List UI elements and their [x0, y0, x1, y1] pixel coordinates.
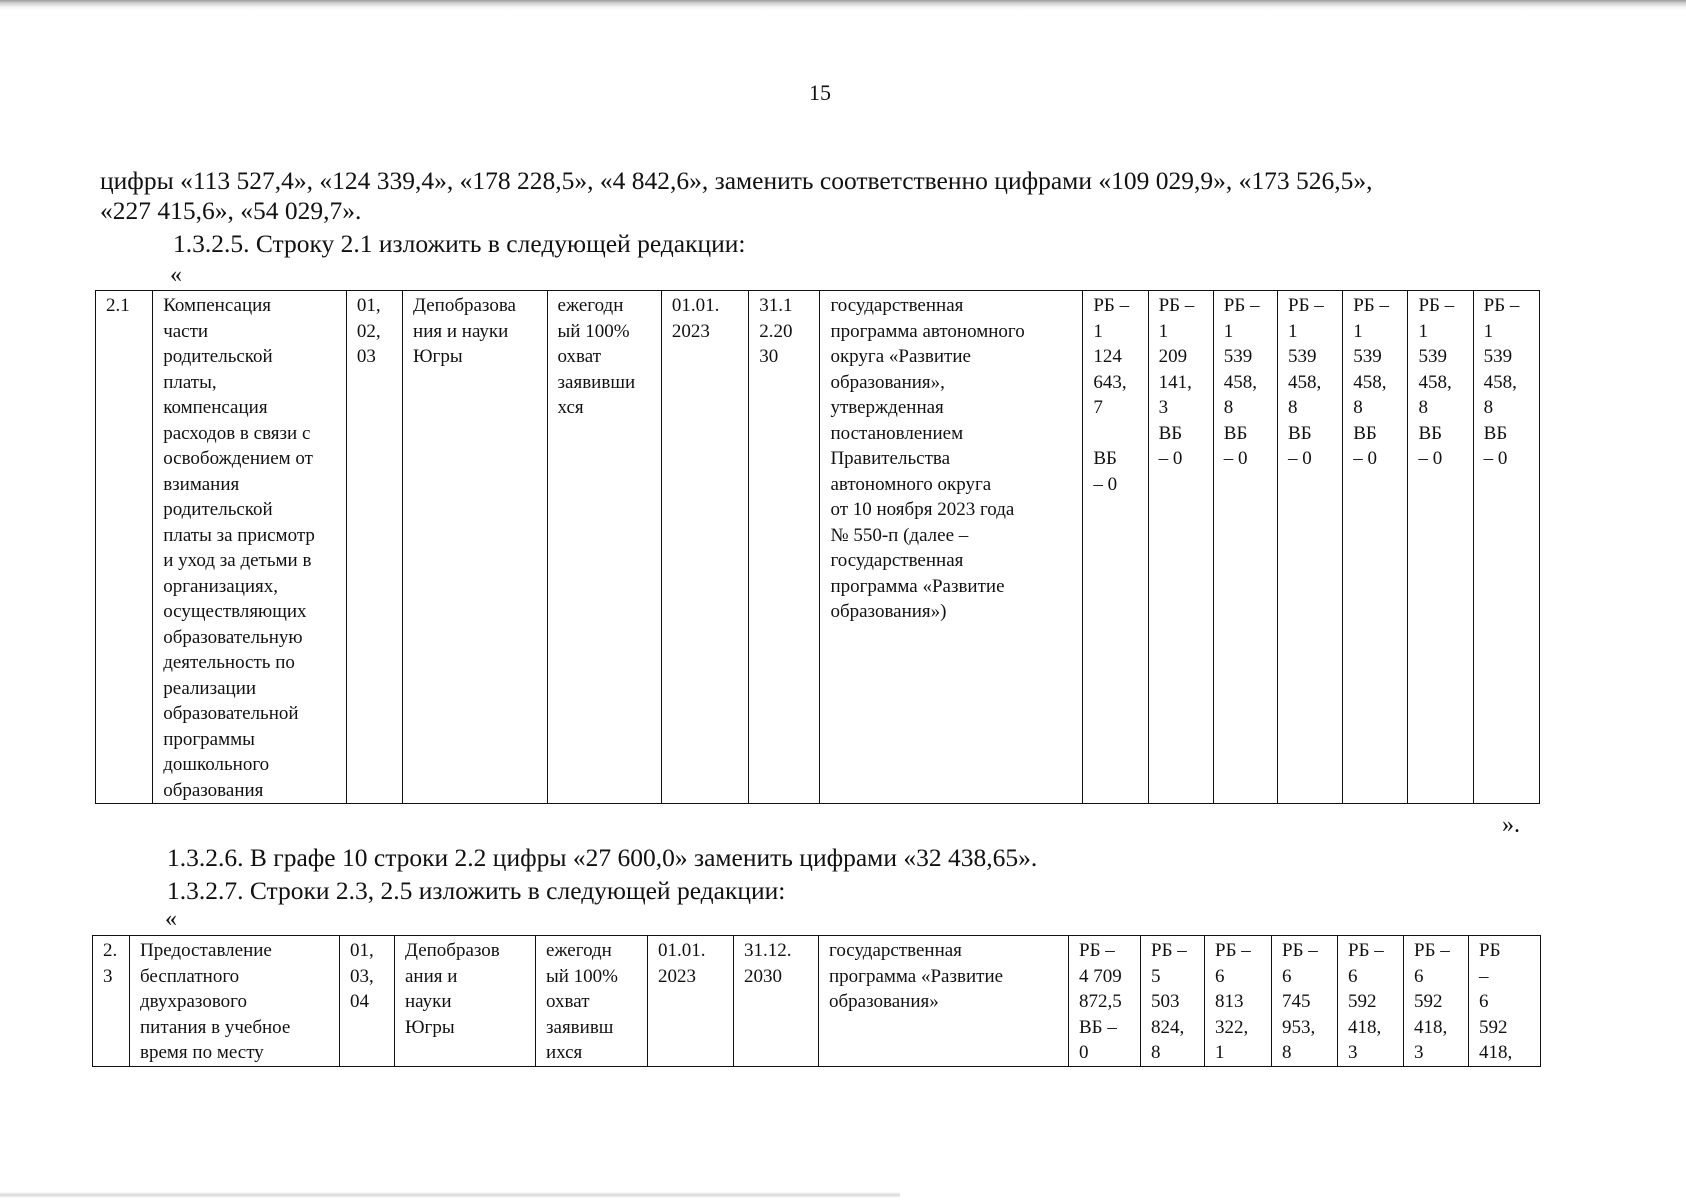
- cell-funding-7: РБ – 1 539 458, 8 ВБ – 0: [1473, 291, 1539, 804]
- cell-codes: 01, 02, 03: [346, 291, 402, 804]
- item-1-3-2-5: 1.3.2.5. Строку 2.1 изложить в следующей редакции:: [173, 229, 746, 258]
- intro-line-1: цифры «113 527,4», «124 339,4», «178 228,5», «4 842,6», заменить соответственно цифрами «109 029,9», «173 526,5»,: [100, 166, 1373, 195]
- cell-executor: Депобразов ания и науки Югры: [395, 936, 536, 1067]
- cell-indicator: ежегодн ый 100% охват заявивши хся: [547, 291, 661, 804]
- cell-funding-3: РБ – 1 539 458, 8 ВБ – 0: [1213, 291, 1277, 804]
- cell-funding-6: РБ – 6 592 418, 3: [1404, 936, 1469, 1067]
- cell-start-date: 01.01. 2023: [648, 936, 734, 1067]
- open-quote-1: «: [170, 262, 182, 288]
- cell-indicator: ежегодн ый 100% охват заявивш ихся: [536, 936, 648, 1067]
- cell-program: государственная программа автономного округа «Развитие образования», утвержденная постановлением Правительства автономного округа от 10 ноября 2023 года № 550-п (далее – государственная программа «Развитие образования»): [820, 291, 1083, 804]
- cell-funding-3: РБ – 6 813 322, 1: [1205, 936, 1272, 1067]
- cell-row-number: 2.1: [96, 291, 153, 804]
- close-quote: ».: [1502, 812, 1520, 838]
- cell-program: государственная программа «Развитие образования»: [819, 936, 1069, 1067]
- cell-funding-2: РБ – 5 503 824, 8: [1141, 936, 1205, 1067]
- cell-funding-1: РБ – 1 124 643, 7 ВБ – 0: [1083, 291, 1148, 804]
- cell-end-date: 31.1 2.20 30: [749, 291, 820, 804]
- cell-funding-4: РБ – 6 745 953, 8: [1272, 936, 1338, 1067]
- cell-start-date: 01.01. 2023: [661, 291, 748, 804]
- cell-funding-4: РБ – 1 539 458, 8 ВБ – 0: [1278, 291, 1343, 804]
- table-row: [93, 936, 1541, 1067]
- cell-row-number: 2. 3: [93, 936, 130, 1067]
- scan-edge-top: [0, 0, 1686, 10]
- intro-line-2: «227 415,6», «54 029,7».: [100, 196, 362, 225]
- item-1-3-2-7: 1.3.2.7. Строки 2.3, 2.5 изложить в следующей редакции:: [167, 876, 786, 905]
- cell-funding-5: РБ – 6 592 418, 3: [1338, 936, 1404, 1067]
- item-1-3-2-6: 1.3.2.6. В графе 10 строки 2.2 цифры «27 600,0» заменить цифрами «32 438,65».: [167, 843, 1038, 872]
- open-quote-2: «: [165, 906, 177, 932]
- table-row-2-3: [92, 935, 1541, 1067]
- cell-name: Компенсация части родительской платы, компенсация расходов в связи с освобождением от взимания родительской платы за присмотр и уход за детьми в организациях, осуществляющих образовательную деятельность по реализации образовательной программы дошкольного образования: [153, 291, 347, 804]
- cell-name: Предоставление бесплатного двухразового питания в учебное время по месту: [130, 936, 340, 1067]
- cell-codes: 01, 03, 04: [340, 936, 395, 1067]
- cell-funding-2: РБ – 1 209 141, 3 ВБ – 0: [1148, 291, 1213, 804]
- table-row: [96, 291, 1540, 804]
- cell-funding-7: РБ – 6 592 418,: [1469, 936, 1541, 1067]
- scan-edge-bottom: [0, 1192, 900, 1198]
- page-number: 15: [809, 80, 831, 105]
- cell-end-date: 31.12. 2030: [734, 936, 819, 1067]
- cell-funding-5: РБ – 1 539 458, 8 ВБ – 0: [1343, 291, 1408, 804]
- cell-funding-6: РБ – 1 539 458, 8 ВБ – 0: [1408, 291, 1473, 804]
- cell-funding-1: РБ – 4 709 872,5 ВБ – 0: [1069, 936, 1141, 1067]
- cell-executor: Депобразова ния и науки Югры: [403, 291, 548, 804]
- table-row-2-1: [95, 290, 1540, 804]
